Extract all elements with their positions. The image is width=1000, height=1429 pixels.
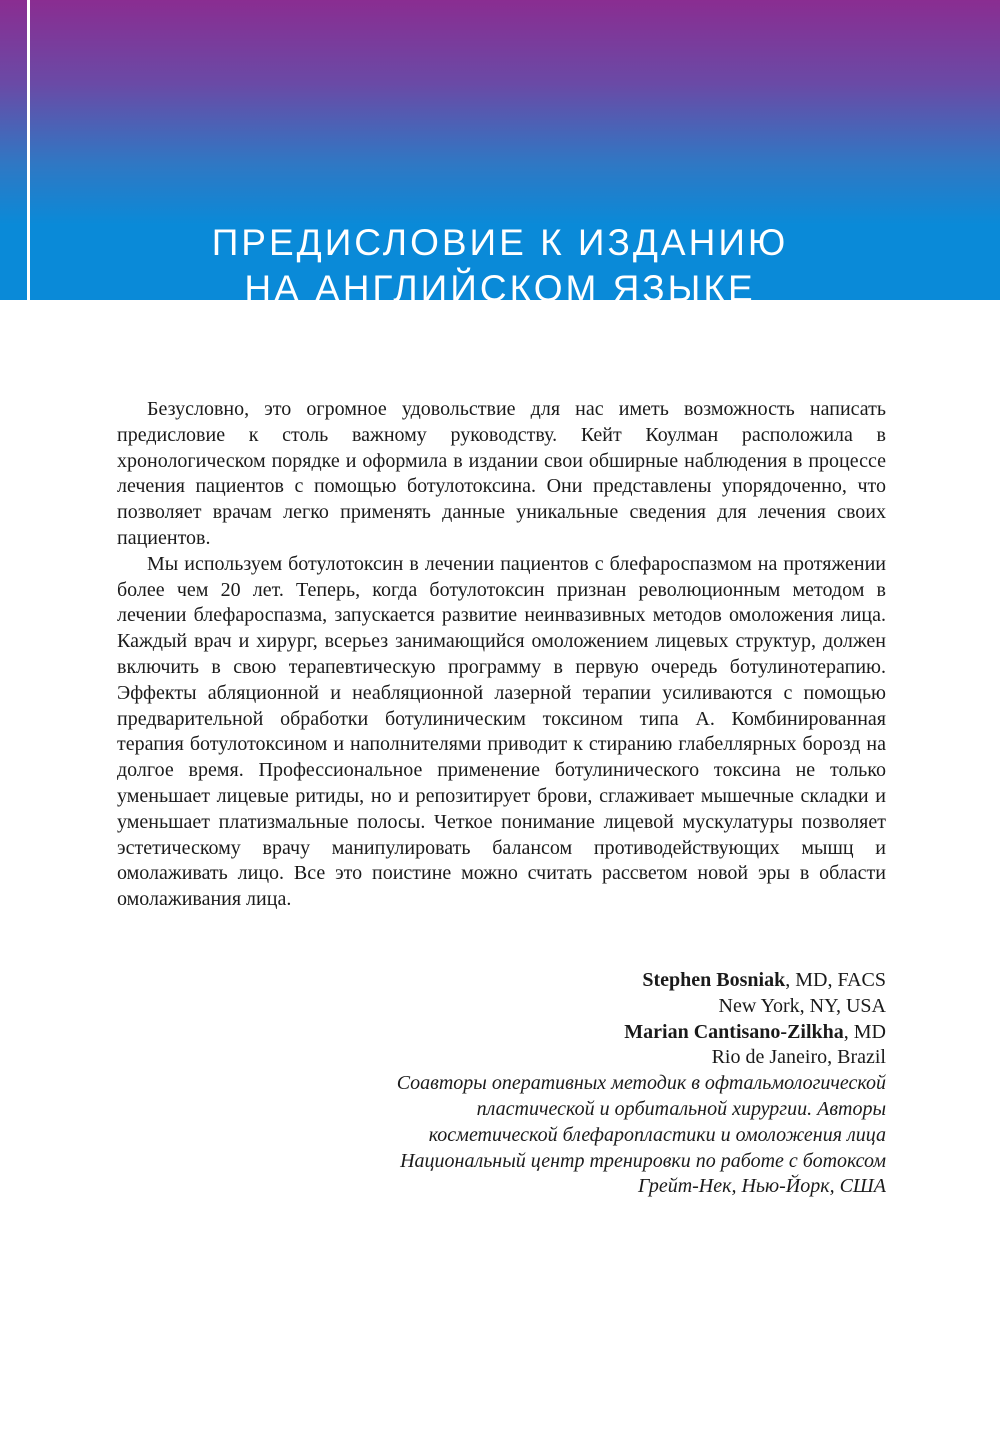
author-2-degrees: , MD [843,1020,886,1043]
credit-line-3: косметической блефаропластики и омоложения лица [428,1123,886,1146]
author-1-name: Stephen Bosniak [642,969,786,991]
author-1 [117,968,886,994]
page-title-line-2: НА АНГЛИЙСКОМ ЯЗЫКЕ [244,267,756,309]
credit-line-2: пластической и орбитальной хирургии. Авторы [476,1097,886,1120]
paragraph-1: Безусловно, это огромное удовольствие для нас иметь возможность написать предисловие к столь важному руководству. Кейт Коулман расположила в хронологическом порядке и оформила в издании свои обширные наблюдения в процессе лечения пациентов с помощью ботулотоксина. Они представлены упорядоченно, что позволяет врачам легко применять данные уникальные сведения для лечения своих пациентов. [117,398,886,549]
page-title [0,220,1000,312]
credit-line-1: Соавторы оперативных методик в офтальмологической [396,1072,886,1095]
signature-block [117,968,886,1200]
author-1-location: New York, NY, USA [718,994,886,1017]
author-2-location: Rio de Janeiro, Brazil [711,1046,886,1069]
paragraph-2: Мы используем ботулотоксин в лечении пациентов с блефароспазмом на протяжении более чем 20 лет. Теперь, когда ботулотоксин признан революционным методом в лечении блефароспазма, запускается развитие неинвазивных методов омоложения лица. Каждый врач и хирург, всерьез занимающийся омоложением лицевых структур, должен включить в свою терапевтическую программу в первую очередь ботулинотерапию. Эффекты абляционной и неабляционной лазерной терапии усиливаются с помощью предварительной обработки ботулиническим токсином типа А. Комбинированная терапия ботулотоксином и наполнителями приводит к стиранию глабеллярных борозд на долгое время. Профессиональное применение ботулинического токсина не только уменьшает лицевые ритиды, но и репозитирует брови, сглаживает мышечные складки и уменьшает платизмальные полосы. Четкое понимание лицевой мускулатуры позволяет эстетическому врачу манипулировать балансом противодействующих мышц и омолаживать лицо. Все это поистине можно считать рассветом новой эры в области омолаживания лица. [117,552,886,911]
header-band [0,0,1000,309]
credit-line-5: Грейт-Нек, Нью-Йорк, США [638,1175,886,1198]
page-title-line-1: ПРЕДИСЛОВИЕ К ИЗДАНИЮ [211,221,789,263]
author-2 [117,1020,886,1046]
author-2-name: Marian Cantisano-Zilkha [624,1020,844,1043]
credit-line-4: Национальный центр тренировки по работе с ботоксом [400,1149,886,1172]
author-1-degrees: , MD, FACS [785,969,886,991]
preface-body [117,397,886,913]
